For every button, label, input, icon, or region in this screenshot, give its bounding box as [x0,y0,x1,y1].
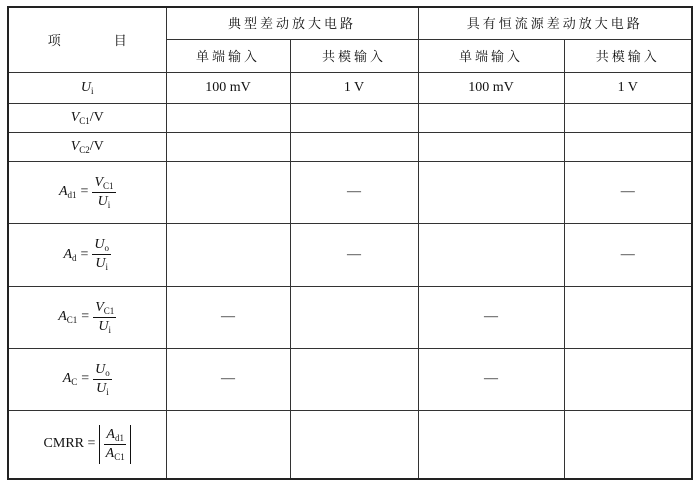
sym-a: A [58,184,68,199]
sym-a: A [106,426,115,442]
sym-u: U [96,380,107,396]
sub-i: i [107,199,111,210]
fraction [93,300,116,335]
cell-empty [564,348,692,410]
cell-empty [290,410,418,479]
fraction [93,362,112,397]
row-vc1 [8,103,692,132]
cell-empty [564,410,692,479]
cell-dash [418,286,564,348]
cell-empty [418,410,564,479]
row-ac1 [8,286,692,348]
row-ui [8,72,692,103]
equals-sign: = [81,309,90,324]
row-ad1 [8,161,692,223]
sym-a: A [63,246,73,262]
row-ac-label [8,348,166,410]
cell-empty [418,161,564,223]
sym-u: U [97,193,108,209]
sub-c1: C1 [114,451,125,462]
row-ad1-label [8,161,166,223]
sym-a: A [105,445,115,461]
cell-dash [564,161,692,223]
sub-c1: C1 [66,315,78,325]
cell-empty [290,132,418,161]
cell-empty [166,410,290,479]
cell-empty [290,286,418,348]
dash: — [620,184,635,199]
formula-cmrr [44,425,131,464]
row-vc1-label [8,103,166,132]
header-group-constant-current-label: 具有恒流源差动放大电路 [466,17,643,33]
dash: — [221,371,235,386]
unit-v: /V [89,109,104,125]
sub-i: i [106,386,109,397]
subheader-single-2 [418,39,564,72]
cell-empty [418,132,564,161]
cell-dash [166,348,290,410]
equals-sign: = [81,371,90,386]
cell-empty [418,103,564,132]
formula-ac [63,362,112,397]
sub-d1: d1 [67,190,77,200]
cell-empty [564,286,692,348]
fraction [92,237,111,272]
cell-dash [418,348,564,410]
ui-single-1: 100 mV [166,72,290,103]
sub-c1: C1 [103,305,115,316]
cell-empty [290,103,418,132]
sym-u: U [95,256,106,271]
row-ac1-label [8,286,166,348]
header-group-constant-current [418,7,692,39]
dash: — [484,309,498,324]
sym-a: A [58,309,67,324]
dash: — [620,246,635,262]
subheader-common-1 [290,39,418,72]
sym-u: U [95,361,106,377]
formula-ac1 [58,300,116,335]
row-cmrr [8,410,692,479]
sub-d1: d1 [114,432,124,443]
equals-sign: = [80,246,89,262]
cell-dash [166,286,290,348]
cell-empty [166,132,290,161]
sub-o: o [104,243,110,253]
sub-i: i [91,85,94,96]
sub-c1: C1 [79,115,90,126]
row-vc2 [8,132,692,161]
sym-a: A [62,371,72,386]
row-cmrr-label [8,410,166,479]
row-vc2-label [8,132,166,161]
subheader-common-2 [564,39,692,72]
sym-u: U [94,237,105,252]
subheader-single-1 [166,39,290,72]
row-ad-label [8,223,166,286]
sym-v: V [95,299,104,315]
cell-dash [290,223,418,286]
cell-dash [564,223,692,286]
cell-empty [166,103,290,132]
sym-v: V [70,138,80,154]
sub-c2: C2 [79,144,90,155]
sym-v: V [94,174,103,190]
formula-ad1 [59,175,116,210]
header-group-typical [166,7,418,39]
row-ac [8,348,692,410]
sub-d: d [72,252,77,263]
dash: — [347,184,361,199]
ui-single-2: 100 mV [418,72,564,103]
cell-empty [166,223,290,286]
cmrr-prefix: CMRR = [43,436,96,452]
cell-empty [166,161,290,223]
cell-dash [290,161,418,223]
sub-i: i [108,324,112,335]
cell-empty [290,348,418,410]
row-ad [8,223,692,286]
measurement-table [7,6,693,480]
cell-empty [564,103,692,132]
sub-o: o [105,367,110,378]
ui-common-2: 1 V [564,72,692,103]
equals-sign: = [80,184,89,199]
header-item-label: 项 目 [47,33,147,49]
header-item-cell [8,7,166,72]
formula-ad [63,237,111,272]
fraction [104,427,126,462]
sub-c: C [71,377,78,387]
dash: — [484,371,498,386]
dash: — [347,246,361,262]
row-ui-label [8,72,166,103]
subheader-common-1-label: 共模输入 [321,49,386,65]
subheader-common-2-label: 共模输入 [595,49,660,65]
cell-empty [564,132,692,161]
fraction [92,175,115,210]
sub-c1: C1 [103,180,114,191]
ui-common-1: 1 V [290,72,418,103]
unit-v: /V [89,138,104,154]
subheader-single-1-label: 单端输入 [195,49,260,65]
header-group-typical-label: 典型差动放大电路 [227,17,356,33]
subheader-single-2-label: 单端输入 [458,49,523,65]
sym-u: U [98,318,109,334]
sym-v: V [70,109,80,125]
cell-empty [418,223,564,286]
sub-i: i [105,262,109,272]
absolute-value-bars [99,425,131,464]
sym-u: U [80,79,92,95]
dash: — [221,309,235,324]
